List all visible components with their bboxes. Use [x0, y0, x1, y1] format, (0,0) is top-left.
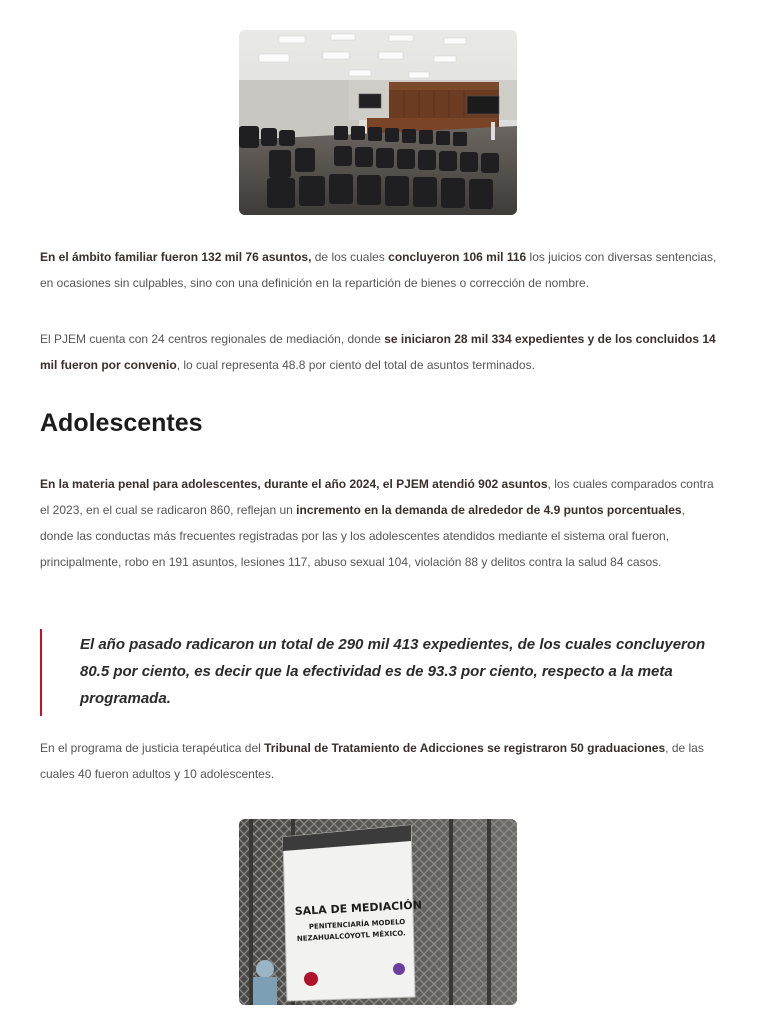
- pull-quote-text: El año pasado radicaron un total de 290 mil 413 expedientes, de los cuales concluyeron 80.5 por ciento, es decir que la efectividad es de 93.3 por ciento, respecto a la meta programada.: [80, 636, 706, 707]
- text-segment: , de las cuales 40 fueron adultos y 10 adolescentes.: [40, 741, 704, 781]
- pull-quote: [40, 629, 720, 716]
- logo-left-icon: [304, 972, 318, 986]
- text-segment: los juicios con diversas sentencias, en ocasiones sin culpables, sino con una definición en la repartición de bienes o corrección de nombre.: [40, 250, 717, 290]
- sign-line-1: SALA DE MEDIACIÓN: [294, 898, 423, 918]
- paragraph-mediacion: [40, 326, 720, 378]
- bold-tribunal: Tribunal de Tratamiento de Adicciones se registraron 50 graduaciones: [264, 741, 666, 755]
- text-segment: , lo cual representa 48.8 por ciento del total de asuntos terminados.: [176, 358, 535, 372]
- text-segment: , los cuales comparados contra el 2023, en el cual se radicaron 860, reflejan un: [40, 477, 714, 517]
- paragraph-adolescentes: [40, 471, 720, 575]
- paragraph-tribunal: [40, 735, 720, 787]
- courtroom-image: [239, 30, 517, 215]
- bold-expedientes: se iniciaron 28 mil 334 expedientes y de los concluidos 14 mil fueron por convenio: [40, 332, 716, 372]
- bold-concluded: concluyeron 106 mil 116: [388, 250, 527, 264]
- bold-penal-adolescentes: En la materia penal para adolescentes, durante el año 2024, el PJEM atendió 902 asuntos: [40, 477, 548, 491]
- text-segment: de los cuales: [311, 250, 389, 264]
- text-segment: El PJEM cuenta con 24 centros regionales de mediación, donde: [40, 332, 385, 346]
- bold-incremento: incremento en la demanda de alrededor de 4.9 puntos porcentuales: [296, 503, 682, 517]
- mediation-room-image: [239, 819, 517, 1005]
- sign-line-3: NEZAHUALCÓYOTL MÉXICO.: [296, 929, 406, 943]
- bold-familiar-total: En el ámbito familiar fueron 132 mil 76 asuntos,: [40, 250, 312, 264]
- paragraph-familiar: [40, 244, 720, 296]
- text-segment: , donde las conductas más frecuentes registradas por las y los adolescentes atendidos mediante el sistema oral fueron, principalmente, robo en 191 asuntos, lesiones 117, abuso sexual 104, violación 88 y delitos contra la salud 84 casos.: [40, 503, 685, 569]
- logo-right-icon: [393, 963, 405, 975]
- mediation-sign-illustration: [239, 819, 517, 1005]
- section-heading: Adolescentes: [40, 409, 203, 437]
- sign-line-2: PENITENCIARÍA MODELO: [308, 917, 406, 931]
- text-segment: En el programa de justicia terapéutica del: [40, 741, 265, 755]
- courtroom-illustration: [239, 30, 517, 215]
